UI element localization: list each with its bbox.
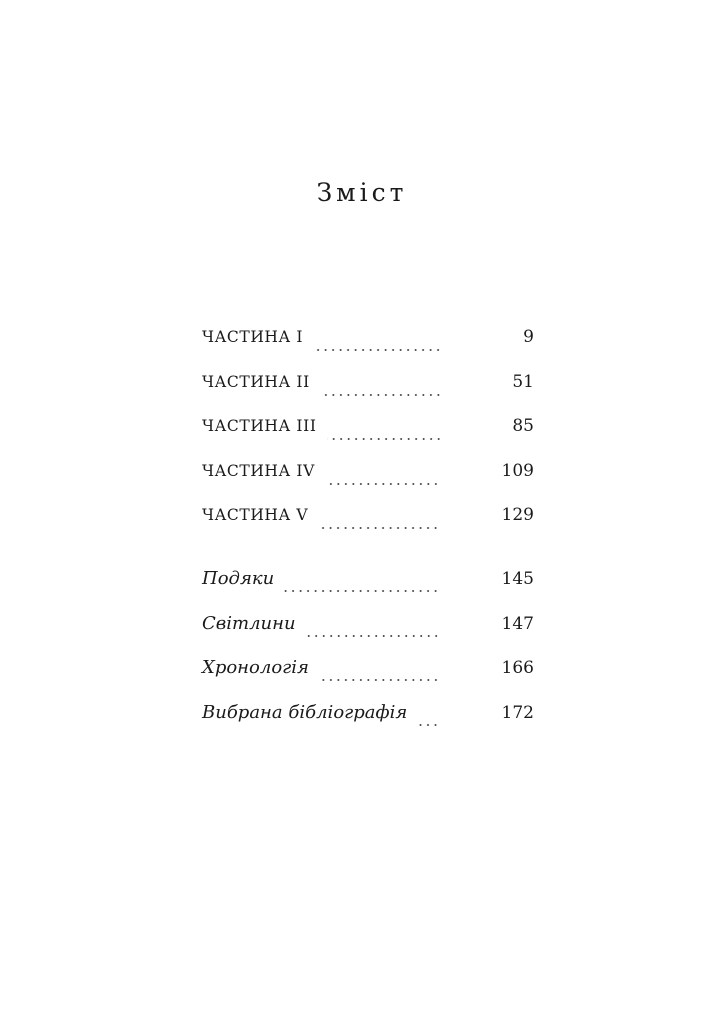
toc-back-matter-list <box>202 568 534 746</box>
toc-entry-label: ЧАСТИНА II <box>202 372 310 391</box>
toc-entry-chronology[interactable] <box>202 657 534 702</box>
toc-entry-page: 172 <box>501 702 534 723</box>
toc-entry-page: 145 <box>501 569 534 589</box>
dot-leader <box>313 349 442 351</box>
toc-entry-part-1[interactable] <box>202 327 534 372</box>
toc-entry-label: Вибрана бібліографія <box>202 701 408 723</box>
toc-entry-acknowledgements[interactable] <box>202 568 534 613</box>
toc-entry-label: Світлини <box>202 612 296 634</box>
toc-entry-page: 129 <box>501 505 534 525</box>
toc-entry-label: ЧАСТИНА V <box>202 506 309 524</box>
dot-leader <box>417 724 439 726</box>
toc-parts-list <box>202 327 534 550</box>
dot-leader <box>284 590 439 592</box>
toc-entry-part-4[interactable] <box>202 461 534 506</box>
dot-leader <box>325 483 440 485</box>
toc-entry-page: 9 <box>523 327 534 347</box>
dot-leader <box>306 635 440 637</box>
toc-entry-bibliography[interactable] <box>202 702 534 747</box>
toc-entry-part-5[interactable] <box>202 505 534 550</box>
dot-leader <box>320 394 442 396</box>
toc-entry-label: Хронологія <box>202 657 309 678</box>
dot-leader <box>319 679 440 681</box>
toc-entry-label: ЧАСТИНА I <box>202 328 304 346</box>
toc-entry-page: 51 <box>512 371 534 392</box>
toc-entry-label: Подяки <box>202 568 275 589</box>
toc-entry-page: 147 <box>501 613 534 634</box>
toc-entry-part-2[interactable] <box>202 372 534 417</box>
toc-entry-page: 85 <box>512 416 534 436</box>
dot-leader <box>327 438 442 440</box>
toc-entry-page: 166 <box>501 658 534 678</box>
page-title: Зміст <box>316 178 408 207</box>
toc-entry-label: ЧАСТИНА III <box>202 417 317 435</box>
toc-entry-page: 109 <box>501 460 534 481</box>
dot-leader <box>318 527 439 529</box>
toc-entry-photographs[interactable] <box>202 613 534 658</box>
toc-entry-label: ЧАСТИНА IV <box>202 461 315 480</box>
toc-entry-part-3[interactable] <box>202 416 534 461</box>
